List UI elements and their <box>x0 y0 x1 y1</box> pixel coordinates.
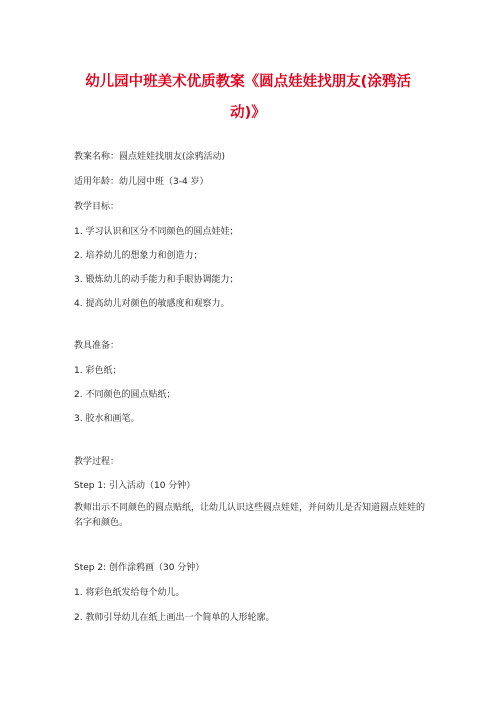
document-title-line-2: 动)》 <box>230 105 266 121</box>
applicable-age: 适用年龄：幼儿园中班（3-4 岁） <box>74 177 209 187</box>
goal-item: 4. 提高幼儿对颜色的敏感度和观察力。 <box>74 299 230 309</box>
process-heading: 教学过程： <box>74 457 120 467</box>
goal-item: 3. 锻炼幼儿的动手能力和手眼协调能力； <box>74 275 239 285</box>
step-2-item: 2. 教师引导幼儿在纸上画出一个简单的人形轮廓。 <box>74 613 275 623</box>
goals-heading: 教学目标： <box>74 202 120 212</box>
step-2-title: Step 2: 创作涂鸦画（30 分钟） <box>74 563 205 573</box>
step-1-title: Step 1: 引入活动（10 分钟） <box>74 481 196 491</box>
material-item: 2. 不同颜色的圆点贴纸； <box>74 390 176 400</box>
material-item: 3. 胶水和画笔。 <box>74 414 140 424</box>
material-item: 1. 彩色纸； <box>74 366 122 376</box>
step-2-item: 1. 将彩色纸发给每个幼儿。 <box>74 588 185 598</box>
goal-item: 1. 学习认识和区分不同颜色的圆点娃娃； <box>74 227 239 237</box>
step-1-text: 教师出示不同颜色的圆点贴纸，让幼儿认识这些圆点娃娃，并问幼儿是否知道圆点娃娃的名字和颜色。 <box>74 503 426 528</box>
materials-heading: 教具准备： <box>74 341 120 351</box>
lesson-name: 教案名称：圆点娃娃找朋友(涂鸦活动) <box>74 152 226 162</box>
document-title-line-1: 幼儿园中班美术优质教案《圆点娃娃找朋友(涂鸦活 <box>85 74 411 90</box>
goal-item: 2. 培养幼儿的想象力和创造力； <box>74 251 203 261</box>
